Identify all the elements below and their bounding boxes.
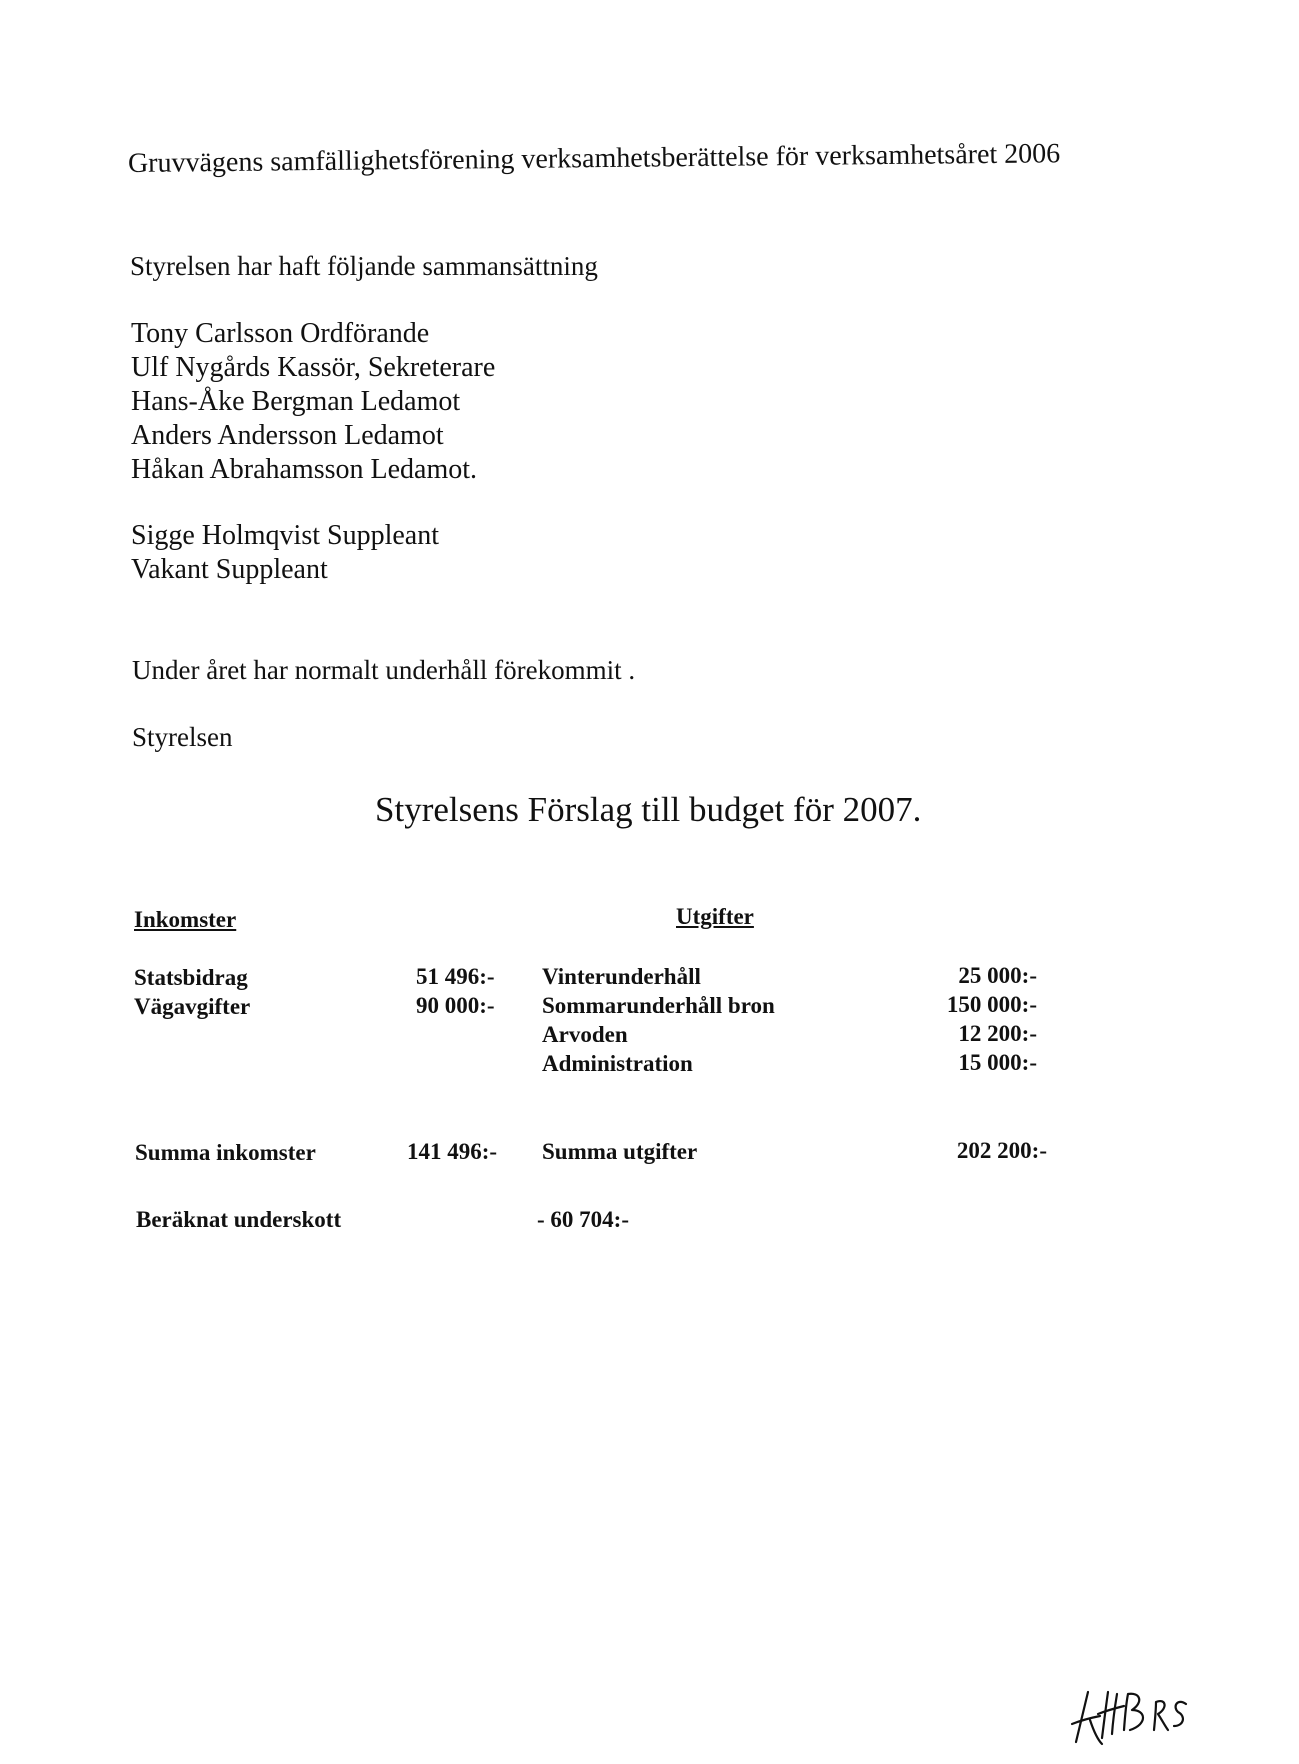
handwritten-initials [1068,1680,1193,1750]
signed-by: Styrelsen [132,722,233,752]
board-member: Ulf Nygårds Kassör, Sekreterare [131,352,496,383]
expense-label: Administration [542,1051,693,1076]
deficit-amount: - 60 704:- [537,1207,629,1232]
expense-label: Sommarunderhåll bron [542,993,775,1018]
total-expenses-amount: 202 200:- [956,1138,1047,1163]
budget-heading: Styrelsens Förslag till budget för 2007. [375,790,922,829]
income-label: Vägavgifter [134,994,251,1019]
total-income-label: Summa inkomster [135,1140,316,1165]
income-header: Inkomster [134,907,237,932]
income-amount: 90 000:- [416,993,495,1018]
income-label: Statsbidrag [134,965,248,990]
expense-label: Arvoden [542,1022,628,1047]
total-income-amount: 141 496:- [407,1139,498,1164]
deputy-member: Sigge Holmqvist Suppleant [131,520,439,551]
board-member: Tony Carlsson Ordförande [131,318,430,349]
expense-amount: 15 000:- [958,1050,1037,1075]
expense-header: Utgifter [676,904,754,929]
board-intro: Styrelsen har haft följande sammansättning [130,251,598,281]
board-member: Anders Andersson Ledamot [131,420,444,451]
deficit-label: Beräknat underskott [136,1207,342,1232]
total-expenses-label: Summa utgifter [542,1139,698,1164]
expense-amount: 12 200:- [958,1021,1037,1046]
income-amount: 51 496:- [416,964,495,989]
board-member: Hans-Åke Bergman Ledamot [131,386,461,417]
expense-amount: 150 000:- [946,992,1037,1017]
expense-label: Vinterunderhåll [542,964,701,989]
board-member: Håkan Abrahamsson Ledamot. [131,454,478,485]
document-title: Gruvvägens samfällighetsförening verksamhetsberättelse för verksamhetsåret 2006 [127,138,1061,179]
maintenance-statement: Under året har normalt underhåll förekommit . [132,655,636,685]
expense-amount: 25 000:- [958,963,1037,988]
deputy-member: Vakant Suppleant [131,554,328,585]
